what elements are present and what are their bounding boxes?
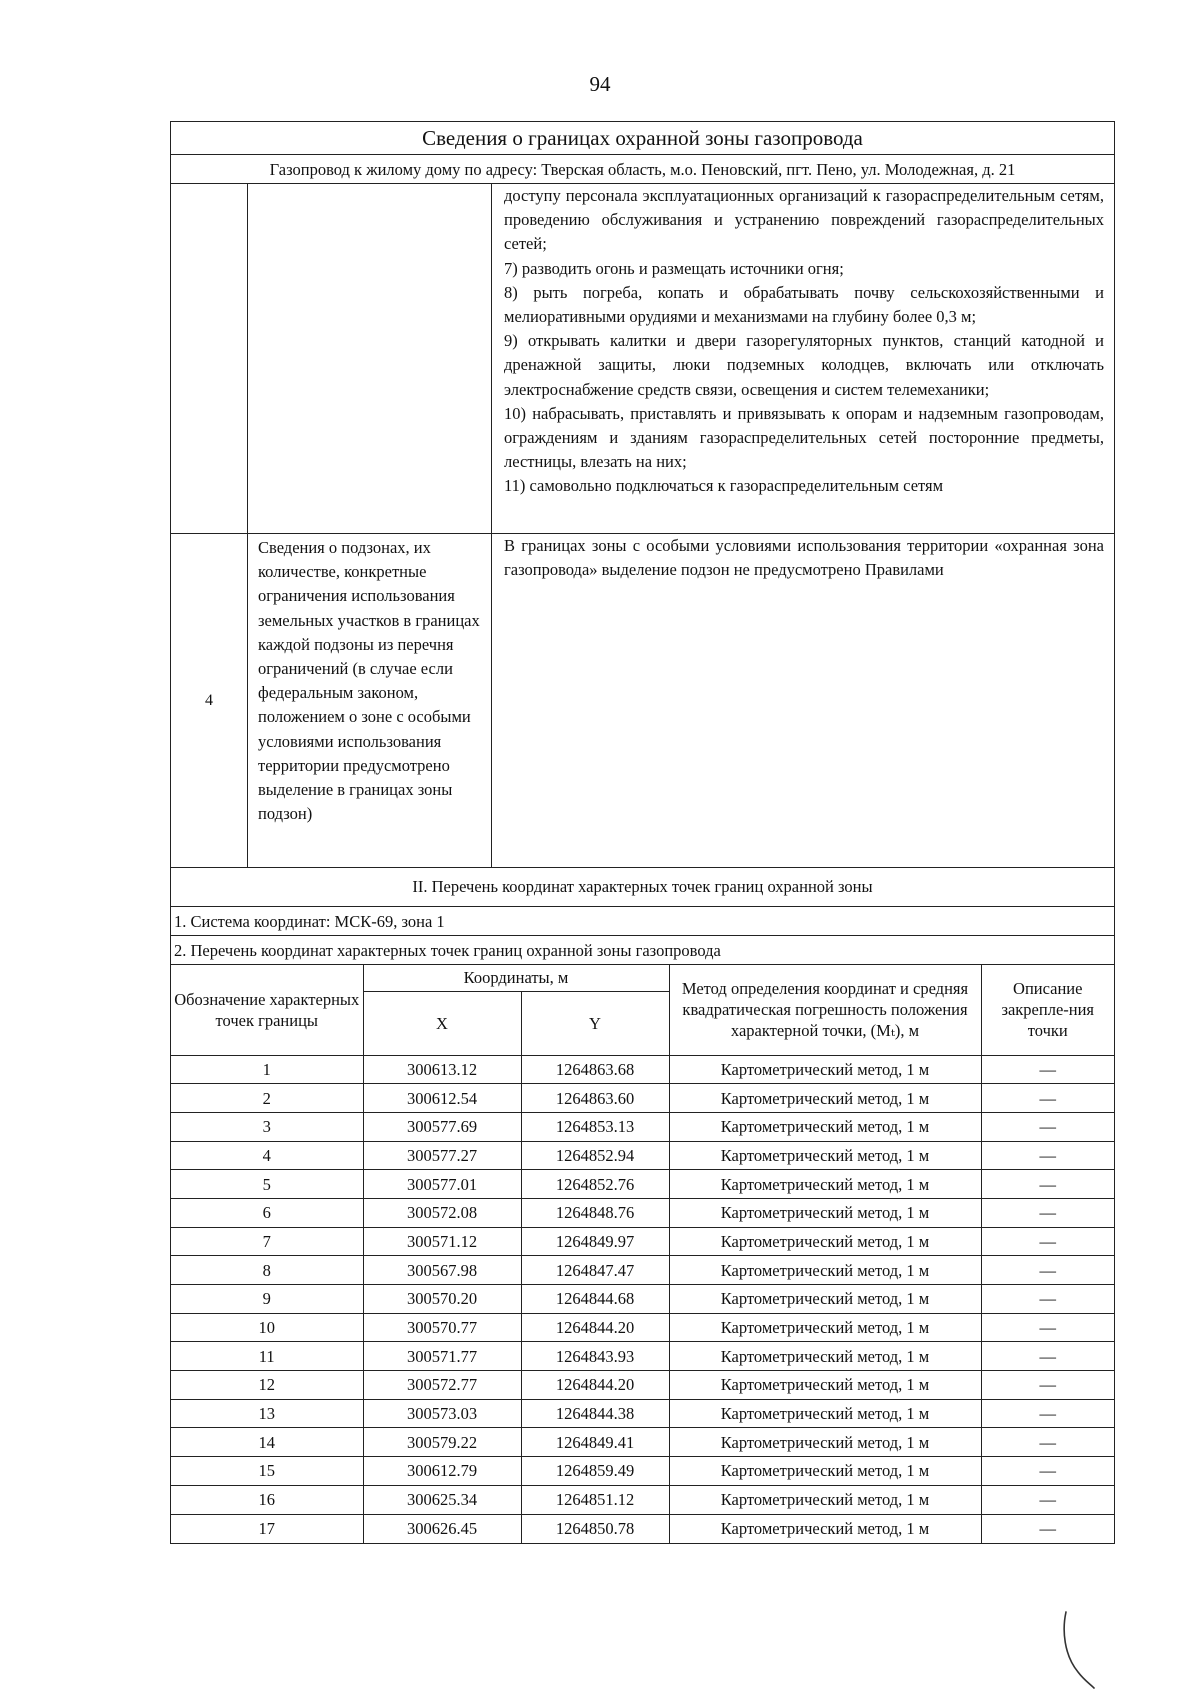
description-cell: — [981,1457,1114,1486]
y-coordinate-cell: 1264844.38 [521,1399,669,1428]
description-cell: — [981,1428,1114,1457]
subzones-paragraph: В границах зоны с особыми условиями использования территории «охранная зона газопровода» выделение подзон не предусмотрено Правилами [504,536,1104,580]
x-coordinate-cell: 300577.69 [363,1112,521,1141]
x-coordinate-cell: 300577.01 [363,1170,521,1199]
coord-list-title: 2. Перечень координат характерных точек границ охранной зоны газопровода [171,936,1114,965]
y-coordinate-cell: 1264859.49 [521,1457,669,1486]
description-cell: — [981,1055,1114,1084]
table-row [171,1285,1114,1314]
point-number-cell: 7 [171,1227,363,1256]
x-coordinate-cell: 300571.12 [363,1227,521,1256]
y-coordinate-cell: 1264844.20 [521,1371,669,1400]
coord-system: 1. Система координат: МСК-69, зона 1 [171,907,1114,936]
method-cell: Картометрический метод, 1 м [669,1256,981,1285]
point-number-cell: 10 [171,1313,363,1342]
method-cell: Картометрический метод, 1 м [669,1313,981,1342]
restriction-paragraph: 7) разводить огонь и размещать источники огня; [504,258,844,278]
description-cell: — [981,1399,1114,1428]
description-cell: — [981,1485,1114,1514]
table-row [171,1514,1114,1543]
point-number-cell: 17 [171,1514,363,1543]
subzones-text [492,534,1114,867]
table-row [171,1141,1114,1170]
x-coordinate-cell: 300613.12 [363,1055,521,1084]
coordinates-body [171,1055,1114,1543]
subzones-row [171,534,1114,868]
method-cell: Картометрический метод, 1 м [669,1371,981,1400]
restriction-paragraph: 8) рыть погреба, копать и обрабатывать почву сельскохозяйственными и мелиоративными орудиями и механизмами на глубину более 0,3 м; [504,282,1104,327]
y-coordinate-cell: 1264853.13 [521,1112,669,1141]
table-row [171,1112,1114,1141]
point-number-cell: 8 [171,1256,363,1285]
description-cell: — [981,1313,1114,1342]
restrictions-text [492,184,1114,533]
method-cell: Картометрический метод, 1 м [669,1198,981,1227]
y-coordinate-cell: 1264844.20 [521,1313,669,1342]
restrictions-row [171,184,1114,534]
method-cell: Картометрический метод, 1 м [669,1227,981,1256]
description-cell: — [981,1285,1114,1314]
table-row [171,1313,1114,1342]
description-cell: — [981,1141,1114,1170]
table-row [171,1256,1114,1285]
description-cell: — [981,1514,1114,1543]
method-cell: Картометрический метод, 1 м [669,1457,981,1486]
col-x-header: X [363,991,521,1055]
method-cell: Картометрический метод, 1 м [669,1514,981,1543]
x-coordinate-cell: 300577.27 [363,1141,521,1170]
table-row [171,1485,1114,1514]
description-cell: — [981,1256,1114,1285]
method-cell: Картометрический метод, 1 м [669,1485,981,1514]
point-number-cell: 9 [171,1285,363,1314]
col-y-header: Y [521,991,669,1055]
row-number: 4 [171,534,248,867]
document-table [170,121,1115,1544]
restriction-paragraph: 10) набрасывать, приставлять и привязывать к опорам и надземным газопроводам, ограждениям и зданиям газораспределительных сетей посторонние предметы, лестницы, влезать на них; [504,403,1104,472]
description-cell: — [981,1112,1114,1141]
restriction-paragraph: доступу персонала эксплуатационных организаций к газораспределительным сетям, проведению обслуживания и устранению повреждений газораспределительных сетей; [504,186,1104,254]
point-number-cell: 2 [171,1084,363,1113]
y-coordinate-cell: 1264849.41 [521,1428,669,1457]
table-row [171,1170,1114,1199]
method-cell: Картометрический метод, 1 м [669,1055,981,1084]
x-coordinate-cell: 300570.20 [363,1285,521,1314]
y-coordinate-cell: 1264852.94 [521,1141,669,1170]
x-coordinate-cell: 300572.77 [363,1371,521,1400]
method-cell: Картометрический метод, 1 м [669,1342,981,1371]
section-2-header: II. Перечень координат характерных точек границ охранной зоны [171,868,1114,907]
restriction-paragraph: 9) открывать калитки и двери газорегуляторных пунктов, станций катодной и дренажной защиты, люки подземных колодцев, включать или отключать электроснабжение средств связи, освещения и систем телемеханики; [504,331,1104,399]
row-number [171,184,248,533]
col-coords-header: Координаты, м [363,965,669,991]
y-coordinate-cell: 1264851.12 [521,1485,669,1514]
table-row [171,1342,1114,1371]
point-number-cell: 1 [171,1055,363,1084]
point-number-cell: 13 [171,1399,363,1428]
point-number-cell: 12 [171,1371,363,1400]
y-coordinate-cell: 1264863.68 [521,1055,669,1084]
document-title: Сведения о границах охранной зоны газопровода [171,122,1114,155]
description-cell: — [981,1227,1114,1256]
point-number-cell: 6 [171,1198,363,1227]
point-number-cell: 3 [171,1112,363,1141]
point-number-cell: 16 [171,1485,363,1514]
y-coordinate-cell: 1264849.97 [521,1227,669,1256]
x-coordinate-cell: 300573.03 [363,1399,521,1428]
table-row [171,1055,1114,1084]
point-number-cell: 15 [171,1457,363,1486]
col-method-header: Метод определения координат и средняя квадратическая погрешность положения характерной точки, (Mₜ), м [669,965,981,1055]
description-cell: — [981,1170,1114,1199]
point-number-cell: 14 [171,1428,363,1457]
x-coordinate-cell: 300612.54 [363,1084,521,1113]
point-number-cell: 11 [171,1342,363,1371]
x-coordinate-cell: 300612.79 [363,1457,521,1486]
method-cell: Картометрический метод, 1 м [669,1084,981,1113]
coordinates-table [171,965,1114,1543]
y-coordinate-cell: 1264850.78 [521,1514,669,1543]
point-number-cell: 5 [171,1170,363,1199]
method-cell: Картометрический метод, 1 м [669,1399,981,1428]
signature-mark-icon [1058,1610,1098,1690]
description-cell: — [981,1371,1114,1400]
table-row [171,1227,1114,1256]
y-coordinate-cell: 1264863.60 [521,1084,669,1113]
y-coordinate-cell: 1264848.76 [521,1198,669,1227]
table-row [171,1198,1114,1227]
description-cell: — [981,1342,1114,1371]
method-cell: Картометрический метод, 1 м [669,1428,981,1457]
description-cell: — [981,1198,1114,1227]
table-row [171,1457,1114,1486]
y-coordinate-cell: 1264852.76 [521,1170,669,1199]
restriction-paragraph: 11) самовольно подключаться к газораспределительным сетям [504,476,944,496]
x-coordinate-cell: 300579.22 [363,1428,521,1457]
y-coordinate-cell: 1264847.47 [521,1256,669,1285]
table-row [171,1084,1114,1113]
x-coordinate-cell: 300571.77 [363,1342,521,1371]
x-coordinate-cell: 300567.98 [363,1256,521,1285]
x-coordinate-cell: 300572.08 [363,1198,521,1227]
method-cell: Картометрический метод, 1 м [669,1141,981,1170]
method-cell: Картометрический метод, 1 м [669,1170,981,1199]
table-row [171,1428,1114,1457]
method-cell: Картометрический метод, 1 м [669,1285,981,1314]
page-number: 94 [589,72,611,96]
description-cell: — [981,1084,1114,1113]
col-point-header: Обозначение характерных точек границы [171,965,363,1055]
x-coordinate-cell: 300625.34 [363,1485,521,1514]
x-coordinate-cell: 300570.77 [363,1313,521,1342]
table-row [171,1371,1114,1400]
col-desc-header: Описание закрепле-ния точки [981,965,1114,1055]
point-number-cell: 4 [171,1141,363,1170]
document-subtitle: Газопровод к жилому дому по адресу: Тверская область, м.о. Пеновский, пгт. Пено, ул. Молодежная, д. 21 [171,155,1114,184]
x-coordinate-cell: 300626.45 [363,1514,521,1543]
method-cell: Картометрический метод, 1 м [669,1112,981,1141]
table-row [171,1399,1114,1428]
y-coordinate-cell: 1264844.68 [521,1285,669,1314]
row-label [248,184,492,533]
subzones-label: Сведения о подзонах, их количестве, конкретные ограничения использования земельных участков в границах каждой подзоны из перечня ограничений (в случае если федеральным законом, положением о зоне с особыми условиями использования территории предусмотрено выделение в границах зоны подзон) [248,534,492,867]
y-coordinate-cell: 1264843.93 [521,1342,669,1371]
